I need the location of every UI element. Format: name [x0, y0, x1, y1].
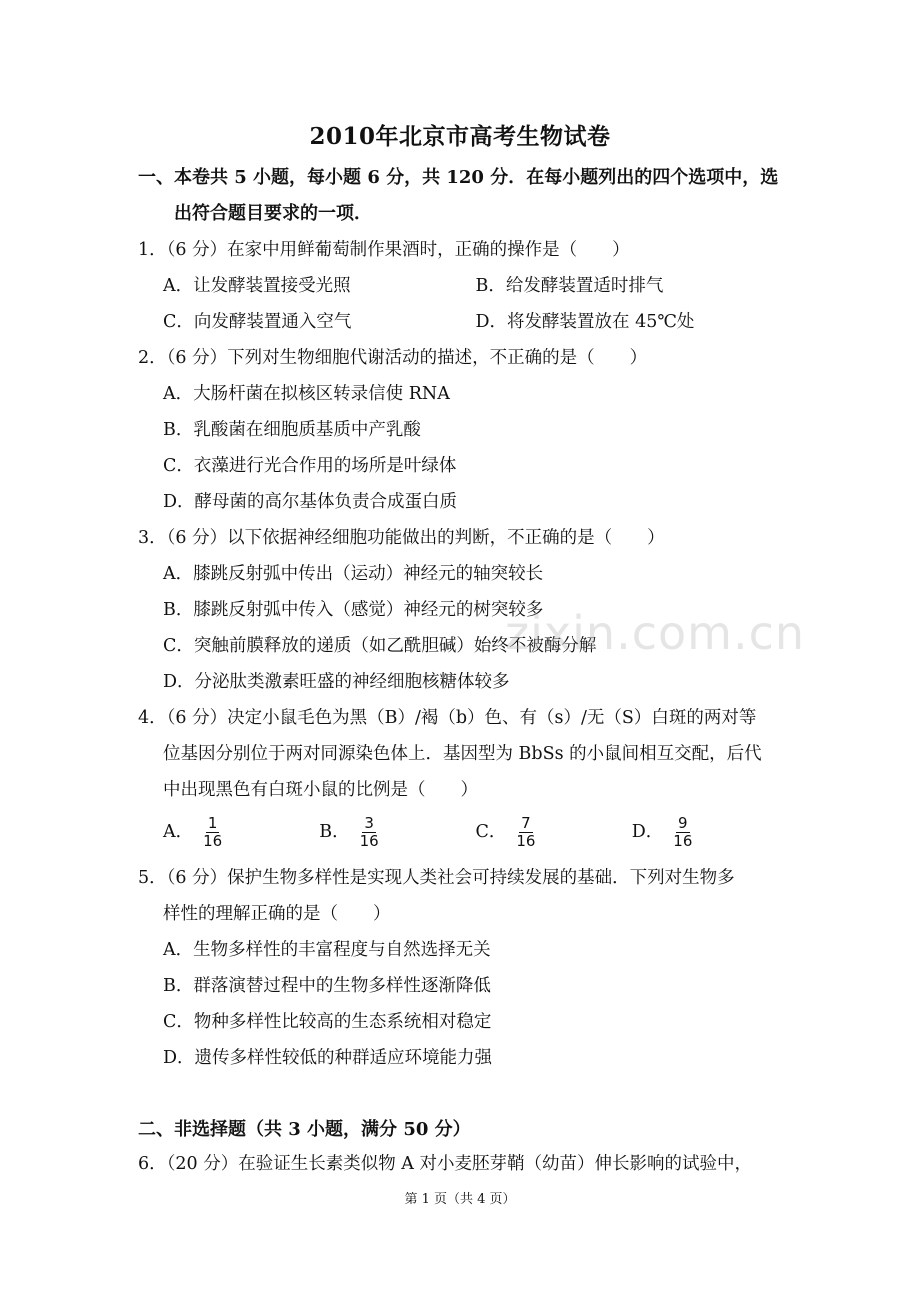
option-row	[138, 304, 788, 340]
option-b: B．群落演替过程中的生物多样性逐渐降低	[163, 976, 491, 996]
option-b: B．膝跳反射弧中传入（感觉）神经元的树突较多	[163, 600, 544, 620]
option-a: A．大肠杆菌在拟核区转录信使 RNA	[163, 384, 450, 404]
option-b	[319, 814, 475, 850]
page-footer: 第 1 页（共 4 页）	[404, 1192, 516, 1207]
option-a: A．让发酵装置接受光照	[163, 276, 351, 296]
fraction	[358, 815, 381, 850]
option-row	[138, 268, 788, 304]
section-2-heading: 二、非选择题（共 3 小题，满分 50 分）	[138, 1119, 471, 1140]
question-1	[138, 232, 788, 340]
option-label: A．	[163, 822, 194, 842]
section-1-line-2: 出符合题目要求的一项．	[174, 203, 372, 224]
option-d: D．遗传多样性较低的种群适应环境能力强	[163, 1048, 493, 1068]
question-stem: 6．（20 分）在验证生长素类似物 A 对小麦胚芽鞘（幼苗）伸长影响的试验中，	[138, 1154, 752, 1174]
option-c: C．物种多样性比较高的生态系统相对稳定	[163, 1012, 492, 1032]
question-stem-continued: 位基因分别位于两对同源染色体上．基因型为 BbSs 的小鼠间相互交配，后代	[163, 744, 762, 764]
question-4	[138, 700, 788, 852]
option-label: D．	[631, 822, 664, 842]
option-c: C．向发酵装置通入空气	[163, 312, 352, 332]
option-c: C．衣藻进行光合作用的场所是叶绿体	[163, 456, 457, 476]
question-stem: 1．（6 分）在家中用鲜葡萄制作果酒时，正确的操作是（ ）	[138, 240, 630, 260]
option-a: A．膝跳反射弧中传出（运动）神经元的轴突较长	[163, 564, 544, 584]
denominator: 16	[516, 831, 536, 850]
fraction	[201, 815, 224, 850]
option-d: D．分泌肽类激素旺盛的神经细胞核糖体较多	[163, 672, 510, 692]
option-c: C．突触前膜释放的递质（如乙酰胆碱）始终不被酶分解	[163, 636, 597, 656]
question-stem-continued: 中出现黑色有白斑小鼠的比例是（ ）	[163, 780, 478, 800]
question-stem-continued: 样性的理解正确的是（ ）	[163, 904, 391, 924]
option-d	[632, 814, 788, 850]
numerator: 7	[521, 813, 531, 832]
question-stem: 5．（6 分）保护生物多样性是实现人类社会可持续发展的基础．下列对生物多	[138, 868, 735, 888]
section-1-instructions	[138, 160, 788, 232]
numerator: 9	[678, 813, 688, 832]
denominator: 16	[359, 831, 379, 850]
option-a	[163, 814, 319, 850]
question-stem: 2．（6 分）下列对生物细胞代谢活动的描述，不正确的是（ ）	[138, 348, 648, 368]
fraction	[671, 815, 694, 850]
numerator: 1	[207, 813, 218, 832]
watermark: zixin.com.cn	[505, 606, 806, 660]
option-b: B．给发酵装置适时排气	[475, 276, 664, 296]
option-label: B．	[319, 822, 350, 842]
option-d: D．将发酵装置放在 45℃处	[475, 312, 695, 332]
numerator: 3	[364, 813, 374, 832]
fraction-options	[138, 812, 788, 852]
denominator: 16	[203, 831, 223, 850]
option-c	[476, 814, 632, 850]
question-6	[138, 1146, 788, 1182]
fraction	[514, 815, 537, 850]
question-5	[138, 860, 788, 1076]
option-a: A．生物多样性的丰富程度与自然选择无关	[163, 940, 491, 960]
option-d: D．酵母菌的高尔基体负责合成蛋白质	[163, 492, 458, 512]
section-1-line-1: 一、本卷共 5 小题，每小题 6 分，共 120 分．在每小题列出的四个选项中，选	[138, 167, 779, 188]
question-stem: 4．（6 分）决定小鼠毛色为黑（B）/褐（b）色、有（s）/无（S）白斑的两对等	[138, 708, 757, 728]
exam-title: 2010年北京市高考生物试卷	[309, 123, 611, 150]
option-label: C．	[475, 822, 507, 842]
question-2	[138, 340, 788, 520]
option-b: B．乳酸菌在细胞质基质中产乳酸	[163, 420, 421, 440]
denominator: 16	[673, 831, 693, 850]
question-stem: 3．（6 分）以下依据神经细胞功能做出的判断，不正确的是（ ）	[138, 528, 665, 548]
